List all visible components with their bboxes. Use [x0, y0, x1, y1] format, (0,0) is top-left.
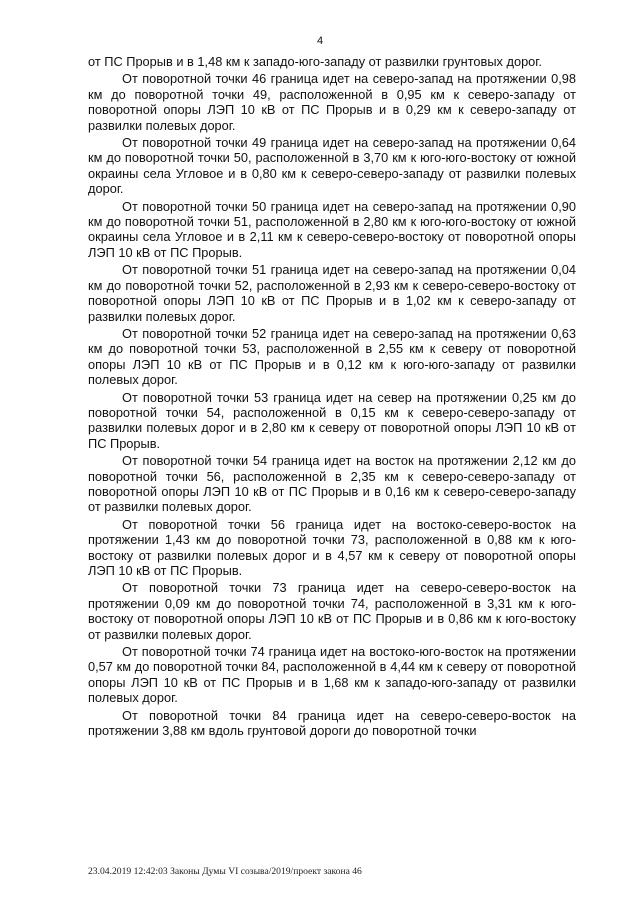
paragraph-12: От поворотной точки 84 граница идет на северо-северо-восток на протяжении 3,88 км вдоль грунтовой дороги до поворотной точки [88, 707, 576, 739]
paragraph-4: От поворотной точки 50 граница идет на северо-запад на протяжении 0,90 км до поворотной точки 51, расположенной в 2,80 км к юго-юго-востоку от южной окраины села Угловое и в 2,11 км к северо-северо-востоку от поворотной опоры ЛЭП 10 кВ от ПС Прорыв. [88, 198, 576, 260]
document-footer: 23.04.2019 12:42:03 Законы Думы VI созыва/2019/проект закона 46 [88, 866, 362, 877]
paragraph-1: от ПС Прорыв и в 1,48 км к западо-юго-западу от развилки грунтовых дорог. [88, 54, 542, 69]
paragraph-3: От поворотной точки 49 граница идет на северо-запад на протяжении 0,64 км до поворотной точки 50, расположенной в 3,70 км к юго-юго-востоку от южной окраины села Угловое и в 0,80 км к северо-северо-западу от развилки полевых дорог. [88, 135, 576, 197]
paragraph-6: От поворотной точки 52 граница идет на северо-запад на протяжении 0,63 км до поворотной точки 53, расположенной в 2,55 км к северу от поворотной опоры ЛЭП 10 кВ от ПС Прорыв и в 0,12 км к юго-юго-западу от развилки полевых дорог. [88, 325, 576, 388]
paragraph-8: От поворотной точки 54 граница идет на восток на протяжении 2,12 км до поворотной точки 56, расположенной в 2,35 км к северо-северо-западу от поворотной опоры ЛЭП 10 кВ от ПС Прорыв и в 0,16 км к северо-северо-западу от развилки полевых дорог. [88, 453, 576, 515]
paragraph-11: От поворотной точки 74 граница идет на востоко-юго-восток на протяжении 0,57 км до поворотной точки 84, расположенной в 4,44 км к северу от поворотной опоры ЛЭП 10 кВ от ПС Прорыв и в 1,68 км к западо-юго-западу от развилки полевых дорог. [88, 644, 576, 706]
paragraph-10: От поворотной точки 73 граница идет на северо-северо-восток на протяжении 0,09 км до поворотной точки 74, расположенной в 3,31 км к юго-востоку от поворотной опоры ЛЭП 10 кВ от ПС Прорыв и в 0,86 км к юго-востоку от развилки полевых дорог. [88, 580, 576, 642]
paragraph-5: От поворотной точки 51 граница идет на северо-запад на протяжении 0,04 км до поворотной точки 52, расположенной в 2,93 км к северо-северо-востоку от поворотной опоры ЛЭП 10 кВ от ПС Прорыв и в 1,02 км к северо-западу от развилки полевых дорог. [88, 262, 576, 324]
paragraph-7: От поворотной точки 53 граница идет на север на протяжении 0,25 км до поворотной точки 54, расположенной в 0,15 км к северо-северо-западу от развилки полевых дорог и в 2,80 км к северу от поворотной опоры ЛЭП 10 кВ от ПС Прорыв. [88, 389, 576, 451]
document-body [88, 54, 576, 740]
paragraph-2: От поворотной точки 46 граница идет на северо-запад на протяжении 0,98 км до поворотной точки 49, расположенной в 0,95 км к северо-западу от поворотной опоры ЛЭП 10 кВ от ПС Прорыв и в 0,29 км к северо-западу от развилки полевых дорог. [88, 71, 576, 133]
page-number: 4 [316, 35, 324, 47]
paragraph-9: От поворотной точки 56 граница идет на востоко-северо-восток на протяжении 1,43 км до поворотной точки 73, расположенной в 0,88 км к юго-востоку от развилки полевых дорог и в 4,57 км к северу от поворотной опоры ЛЭП 10 кВ от ПС Прорыв. [88, 516, 576, 578]
